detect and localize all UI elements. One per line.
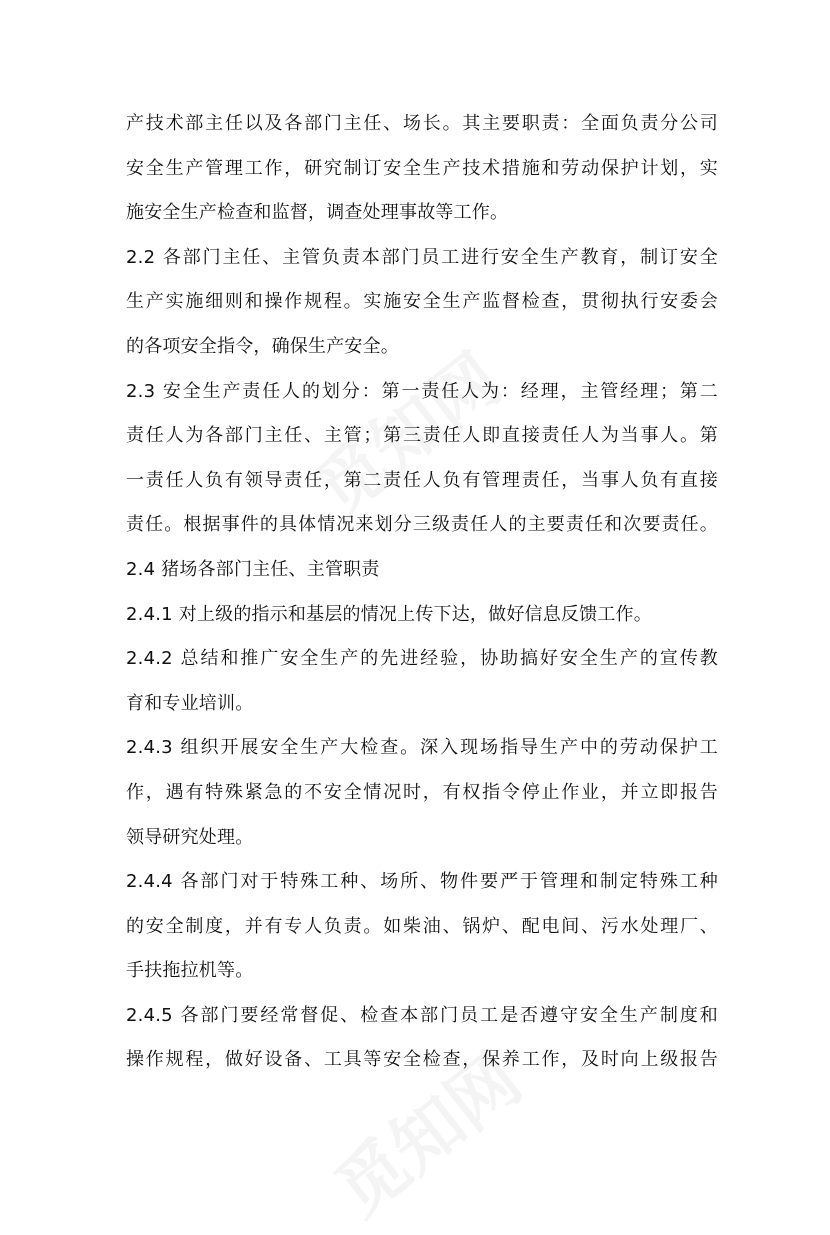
text-line: 施安全生产检查和监督，调查处理事故等工作。 <box>126 202 509 224</box>
text-line: 的安全制度，并有专人负责。如柴油、锅炉、配电间、污水处理厂、 <box>126 915 718 937</box>
text-line: 责任。根据事件的具体情况来划分三级责任人的主要责任和次要责任。 <box>126 514 718 536</box>
text-line: 领导研究处理。 <box>126 826 254 848</box>
text-line: 2.4.2 总结和推广安全生产的先进经验，协助搞好安全生产的宣传教 <box>126 648 718 670</box>
text-line: 2.4.4 各部门对于特殊工种、场所、物件要严于管理和制定特殊工种 <box>126 871 718 893</box>
text-line: 产技术部主任以及各部门主任、场长。其主要职责：全面负责分公司 <box>126 113 718 134</box>
text-line: 手扶拖拉机等。 <box>126 960 254 982</box>
text-line: 的各项安全指令，确保生产安全。 <box>126 335 399 357</box>
text-line: 安全生产管理工作，研究制订安全生产技术措施和劳动保护计划，实 <box>126 157 718 179</box>
text-line: 2.4.1 对上级的指示和基层的情况上传下达，做好信息反馈工作。 <box>126 603 652 625</box>
text-line: 2.4.3 组织开展安全生产大检查。深入现场指导生产中的劳动保护工 <box>126 737 718 759</box>
section-heading: 2.4 猪场各部门主任、主管职责 <box>126 558 380 580</box>
text-line: 2.4.5 各部门要经常督促、检查本部门员工是否遵守安全生产制度和 <box>126 1004 718 1026</box>
text-line: 2.2 各部门主任、主管负责本部门员工进行安全生产教育，制订安全 <box>126 246 718 268</box>
text-line: 一责任人负有领导责任，第二责任人负有管理责任，当事人负有直接 <box>126 469 718 491</box>
text-line: 生产实施细则和操作规程。实施安全生产监督检查，贯彻执行安委会 <box>126 291 718 313</box>
text-line: 作，遇有特殊紧急的不安全情况时，有权指令停止作业，并立即报告 <box>126 781 718 803</box>
document-body <box>126 102 718 1083</box>
text-line: 操作规程，做好设备、工具等安全检查，保养工作，及时向上级报告 <box>126 1049 718 1071</box>
text-line: 责任人为各部门主任、主管；第三责任人即直接责任人为当事人。第 <box>126 425 718 447</box>
text-line: 育和专业培训。 <box>126 692 254 714</box>
text-line: 2.3 安全生产责任人的划分：第一责任人为：经理，主管经理；第二 <box>126 380 718 402</box>
